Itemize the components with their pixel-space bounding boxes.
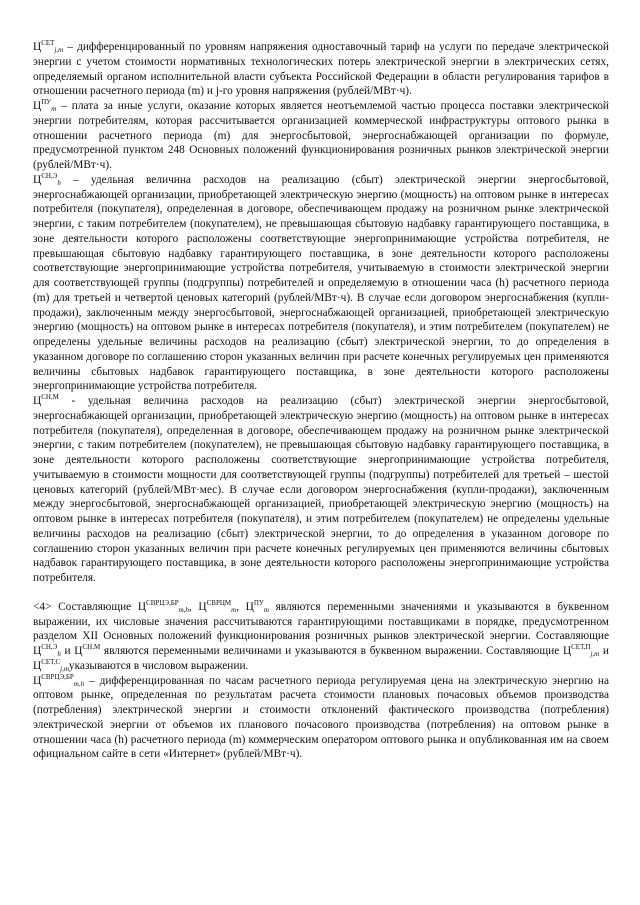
definition-tariff-transmission: $Ц^{СЕТ}_{j,m}$ – дифференцированный по уровням напряжения одноставочный тариф на услуги по передаче электрической энергии с учетом стоимости нормативных технологических потерь электрической энергии в электрических сетях, определяемый органом исполнительной власти субъекта Российской Федерации в области регулирования тарифов в отношении расчетного периода (m) и j-го уровня напряжения (рублей/МВт·ч). — [33, 39, 609, 98]
paragraph-gap — [33, 586, 609, 600]
footnote-4: <4> Составляющие $Ц^{СВРЦЭ,БР}_{m,h}$, $Ц^{СВРЦМ}_m$, $Ц^{ПУ}_m$ являются переменными значениями и указываются в буквенном выражении, их числовые значения рассчитываются гарантирующими поставщиками в порядке, предусмотренном разделом XII Основных положений функционирования розничных рынков электрической энергии. Составляющие $Ц^{СН,Э}_h$ и $Ц^{СН,М}$ являются переменными величинами и указываются в буквенном выражении. Составляющие $Ц^{СЕТ,П}_{j,m}$ и $Ц^{СЕТ,С}_{j,m}указываются$ в числовом выражении. — [33, 598, 610, 673]
symbol-sales-capacity: $Ц^{СН,М}$ — [74, 643, 101, 657]
symbol-other-services: $Ц^{ПУ}_m$ — [245, 598, 269, 614]
symbol-wholesale-energy-price-def: $Ц^{СВРЦЭ,БР}_{m,h}$ — [33, 672, 85, 688]
symbol-sales-cost-energy: $Ц^{СН,Э}_h$ — [33, 171, 61, 187]
definition-sales-cost-energy: $Ц^{СН,Э}_h$ – удельная величина расходов на реализацию (сбыт) электрической энергии энергосбытовой, энергоснабжающей организации, приобретающей электрическую энергию (мощность) на оптовом рынке в интересах потребителя (покупателя), определенная в договоре, обеспечивающем продажу на розничном рынке электрической энергии, с таким потребителем (покупателем), не превышающая сбытовую надбавку гарантирующего поставщика, в зоне деятельности которого расположены соответствующие энергопринимающие устройства потребителя, не превышающая сбытовую надбавку гарантирующего поставщика, в зоне деятельности которого расположены соответствующие энергопринимающие устройства потребителя, учитываемую в стоимости электрической энергии для соответствующей группы (подгруппы) потребителей и определяемую в отношении часа (h) расчетного периода (m) для третьей и четвертой ценовых категорий (рублей/МВт·ч). В случае если договором энергоснабжения (купли-продажи), заключенным между энергосбытовой, энергоснабжающей организацией, приобретающей электрическую энергию (мощность) на оптовом рынке в интересах потребителя (покупателя), и этим потребителем (покупателем) не определены удельные величины расходов на реализацию (сбыт) электрической энергии, то до определения в указанном договоре по соглашению сторон указанных величин при расчете конечных регулируемых цен применяются величины сбытовых надбавок гарантирующего поставщика, в зоне деятельности которого расположены энергопринимающие устройства потребителя. — [33, 171, 609, 393]
symbol-sales-cost-capacity: $Ц^{СН,М}$ — [33, 393, 59, 407]
definition-wholesale-energy-price: $Ц^{СВРЦЭ,БР}_{m,h}$ – дифференцированная по часам расчетного периода регулируемая цена на электрическую энергию на оптовом рынке, определенная по результатам расчета стоимости плановых почасовых объемов производства (потребления) электрической энергии и стоимости отклонений фактического производства (потребления) электрической энергии от объемов их планового почасового производства (потребления) на оптовом рынке в отношении часа (h) расчетного периода (m) коммерческим оператором оптового рынка и опубликованная им на своем официальном сайте в сети «Интернет» (рублей/МВт·ч). — [33, 672, 609, 761]
definition-other-services-fee: $Ц^{ПУ}_m$ – плата за иные услуги, оказание которых является неотъемлемой частью процесса поставки электрической энергии потребителям, которая рассчитывается организацией коммерческой инфраструктуры оптового рынка в отношении расчетного периода (m) для энергосбытовой, энергоснабжающей организации по формуле, предусмотренной пунктом 248 Основных положений функционирования розничных рынков электрической энергии (рублей/МВт·ч). — [33, 98, 609, 171]
definition-sales-cost-capacity: $Ц^{СН,М}$ - удельная величина расходов на реализацию (сбыт) электрической энергии энергосбытовой, энергоснабжающей организации, приобретающей электрическую энергию (мощность) на оптовом рынке в интересах потребителя (покупателя), определенная в договоре, обеспечивающем продажу на розничном рынке электрической энергии, с таким потребителем (покупателем), не превышающая сбытовую надбавку гарантирующего поставщика, в зоне деятельности которого расположены соответствующие энергопринимающие устройства потребителя, учитываемую в стоимости мощности для соответствующей группы (подгруппы) потребителей для третьей – шестой ценовых категорий (рублей/МВт·мес). В случае если договором энергоснабжения (купли-продажи), заключенным между энергосбытовой, энергоснабжающей организацией, приобретающей электрическую энергию (мощность) на оптовом рынке в интересах потребителя (покупателя), и этим потребителем (покупателем) не определены удельные величины расходов на реализацию (сбыт) электрической энергии, то до определения в указанном договоре по соглашению сторон указанных величин при расчете конечных регулируемых цен применяются величины сбытовых надбавок гарантирующего поставщика, в зоне деятельности которого расположены энергопринимающие устройства потребителя. — [33, 393, 609, 584]
symbol-sales-energy: $Ц^{СН,Э}_h$ — [33, 643, 61, 658]
symbol-other-services-fee: $Ц^{ПУ}_m$ — [33, 98, 57, 113]
footnote-marker: <4> — [33, 600, 52, 613]
symbol-wholesale-capacity-price: $Ц^{СВРЦМ}_m$ — [198, 598, 237, 614]
symbol-tariff-transmission: $Ц^{СЕТ}_{j,m}$ — [33, 39, 64, 54]
symbol-network-p: $Ц^{СЕТ,П}_{j,m}$ — [562, 643, 600, 658]
symbol-wholesale-energy-price: $Ц^{СВРЦЭ,БР}_{m,h}$ — [137, 598, 189, 614]
symbol-network-c: $Ц^{СЕТ,С}_{j,m}$ — [33, 657, 69, 673]
